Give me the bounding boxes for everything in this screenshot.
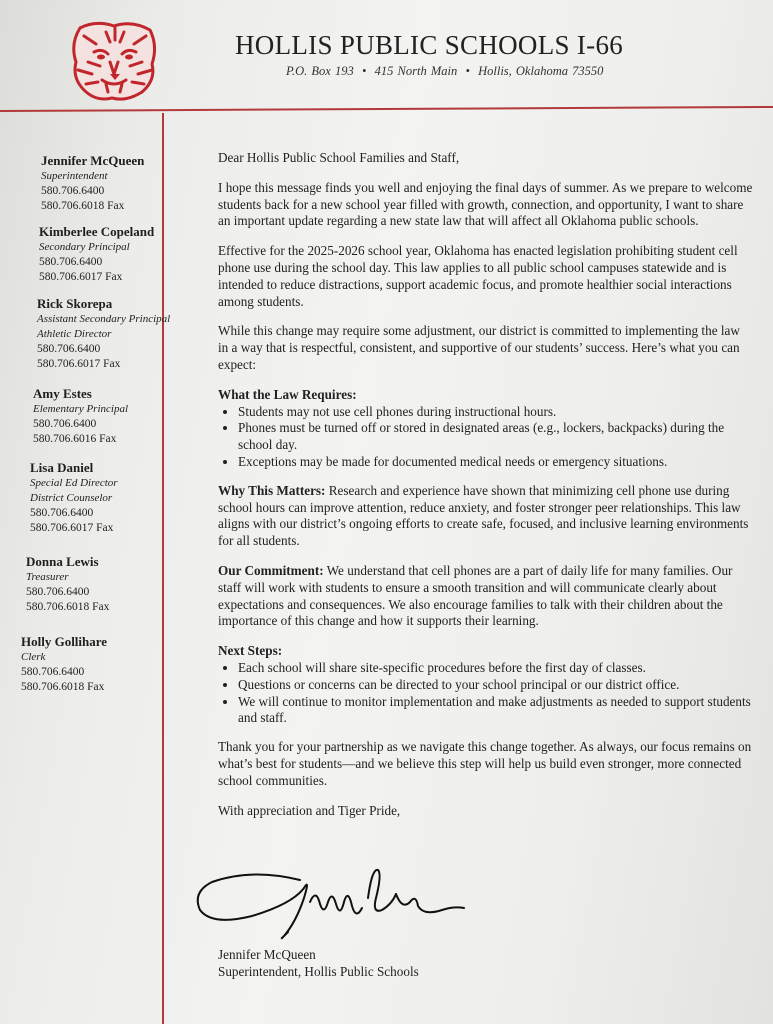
staff-fax: 580.706.6018 Fax	[41, 200, 125, 212]
staff-title: Assistant Secondary Principal	[37, 313, 171, 325]
staff-entry	[33, 385, 128, 447]
list-item: • Each school will share site-specific procedures before the first day of classes.	[238, 660, 753, 677]
staff-name: Jennifer McQueen	[41, 153, 145, 168]
staff-phone: 580.706.6400	[37, 343, 101, 355]
header-divider	[0, 106, 773, 112]
paragraph-law: Effective for the 2025-2026 school year, Oklahoma has enacted legislation prohibiting student cell phone use during the school day. This law applies to all public school campuses statewide and is intended to reduce distractions, support academic focus, and promote healthier social interactions among students.	[218, 243, 738, 309]
staff-fax: 580.706.6017 Fax	[30, 522, 114, 534]
signoff: With appreciation and Tiger Pride,	[218, 802, 401, 818]
greeting: Dear Hollis Public School Families and Staff,	[218, 150, 460, 165]
staff-name: Amy Estes	[33, 386, 92, 401]
staff-phone: 580.706.6400	[21, 666, 85, 678]
commitment-text: We understand that cell phones are a part of daily life for many families. Our staff will work with students to ensure a smooth transition and will communicate clearly about expectations and consequences. We also encourage families to talk with their children about the importance of this change and how it supports their learning.	[218, 562, 733, 629]
staff-phone: 580.706.6400	[39, 256, 103, 268]
staff-fax: 580.706.6018 Fax	[21, 681, 105, 693]
paragraph-why	[218, 483, 753, 550]
staff-entry	[21, 633, 107, 695]
staff-name: Rick Skorepa	[37, 296, 113, 311]
signature-icon	[192, 858, 472, 948]
why-heading: Why This Matters:	[218, 482, 326, 498]
sidebar-divider	[162, 113, 164, 1024]
why-text: Research and experience have shown that minimizing cell phone use during school hours can improve attention, reduce anxiety, and foster stronger peer relationships. This law aligns with our district’s ongoing efforts to create safe, focused, and inclusive learning environments for all students.	[218, 482, 749, 549]
tiger-head-icon	[66, 18, 162, 102]
staff-phone: 580.706.6400	[26, 586, 90, 598]
paragraph-commitment	[218, 563, 753, 630]
staff-name: Donna Lewis	[26, 554, 99, 569]
staff-fax: 580.706.6017 Fax	[37, 358, 121, 370]
list-item: • Questions or concerns can be directed to your school principal or our district office.	[238, 677, 753, 694]
signature-block	[218, 946, 419, 980]
signer-name: Jennifer McQueen	[218, 947, 316, 962]
staff-entry	[26, 553, 109, 615]
list-item: • Exceptions may be made for documented medical needs or emergency situations.	[238, 454, 753, 471]
staff-entry	[39, 223, 154, 285]
staff-fax: 580.706.6018 Fax	[26, 601, 110, 613]
address-separator: •	[465, 64, 470, 78]
commitment-heading: Our Commitment:	[218, 562, 324, 578]
paragraph-expect: While this change may require some adjustment, our district is committed to implementing the law in a way that is respectful, consistent, and supportive of our students’ success. Here’s what you can expect:	[218, 323, 740, 372]
staff-title: District Counselor	[30, 492, 113, 504]
law-heading: What the Law Requires:	[218, 386, 357, 402]
staff-fax: 580.706.6017 Fax	[39, 271, 123, 283]
paragraph-closing: Thank you for your partnership as we navigate this change together. As always, our focus remains on what’s best for students—and we believe this step will help us build even stronger, more connected school communities.	[218, 739, 752, 788]
staff-phone: 580.706.6400	[33, 418, 97, 430]
paragraph-intro: I hope this message finds you well and enjoying the final days of summer. As we prepare to welcome students back for a new school year filled with growth, connection, and opportunity, I want to share an important update regarding a new state law that will affect all Oklahoma public schools.	[218, 179, 753, 229]
staff-name: Lisa Daniel	[30, 460, 94, 475]
next-steps-heading: Next Steps:	[218, 643, 283, 659]
staff-title: Clerk	[21, 651, 46, 663]
law-list	[218, 404, 753, 471]
staff-title: Elementary Principal	[33, 403, 129, 415]
list-item: • Students may not use cell phones during instructional hours.	[238, 404, 753, 421]
list-item: • Phones must be turned off or stored in designated areas (e.g., lockers, backpacks) during the school day.	[238, 420, 753, 454]
signer-title: Superintendent, Hollis Public Schools	[218, 964, 419, 979]
school-address	[286, 64, 603, 79]
staff-entry	[37, 295, 170, 372]
staff-phone: 580.706.6400	[30, 507, 94, 519]
staff-phone: 580.706.6400	[41, 185, 105, 197]
next-steps-list	[218, 660, 753, 727]
staff-fax: 580.706.6016 Fax	[33, 433, 117, 445]
letter-body	[218, 150, 753, 832]
address-city: Hollis, Oklahoma 73550	[478, 64, 604, 78]
address-separator: •	[362, 64, 367, 78]
staff-title: Athletic Director	[37, 328, 112, 340]
staff-entry	[41, 152, 144, 214]
staff-entry	[30, 459, 118, 536]
staff-title: Superintendent	[41, 170, 108, 182]
address-po-box: P.O. Box 193	[286, 64, 354, 78]
staff-title: Treasurer	[26, 571, 69, 583]
staff-title: Special Ed Director	[30, 477, 118, 489]
address-street: 415 North Main	[374, 64, 458, 78]
list-item: • We will continue to monitor implementation and make adjustments as needed to support students and staff.	[238, 694, 753, 728]
staff-title: Secondary Principal	[39, 241, 130, 253]
school-name: HOLLIS PUBLIC SCHOOLS I-66	[235, 30, 624, 60]
staff-name: Holly Gollihare	[21, 634, 108, 649]
staff-name: Kimberlee Copeland	[39, 224, 155, 239]
